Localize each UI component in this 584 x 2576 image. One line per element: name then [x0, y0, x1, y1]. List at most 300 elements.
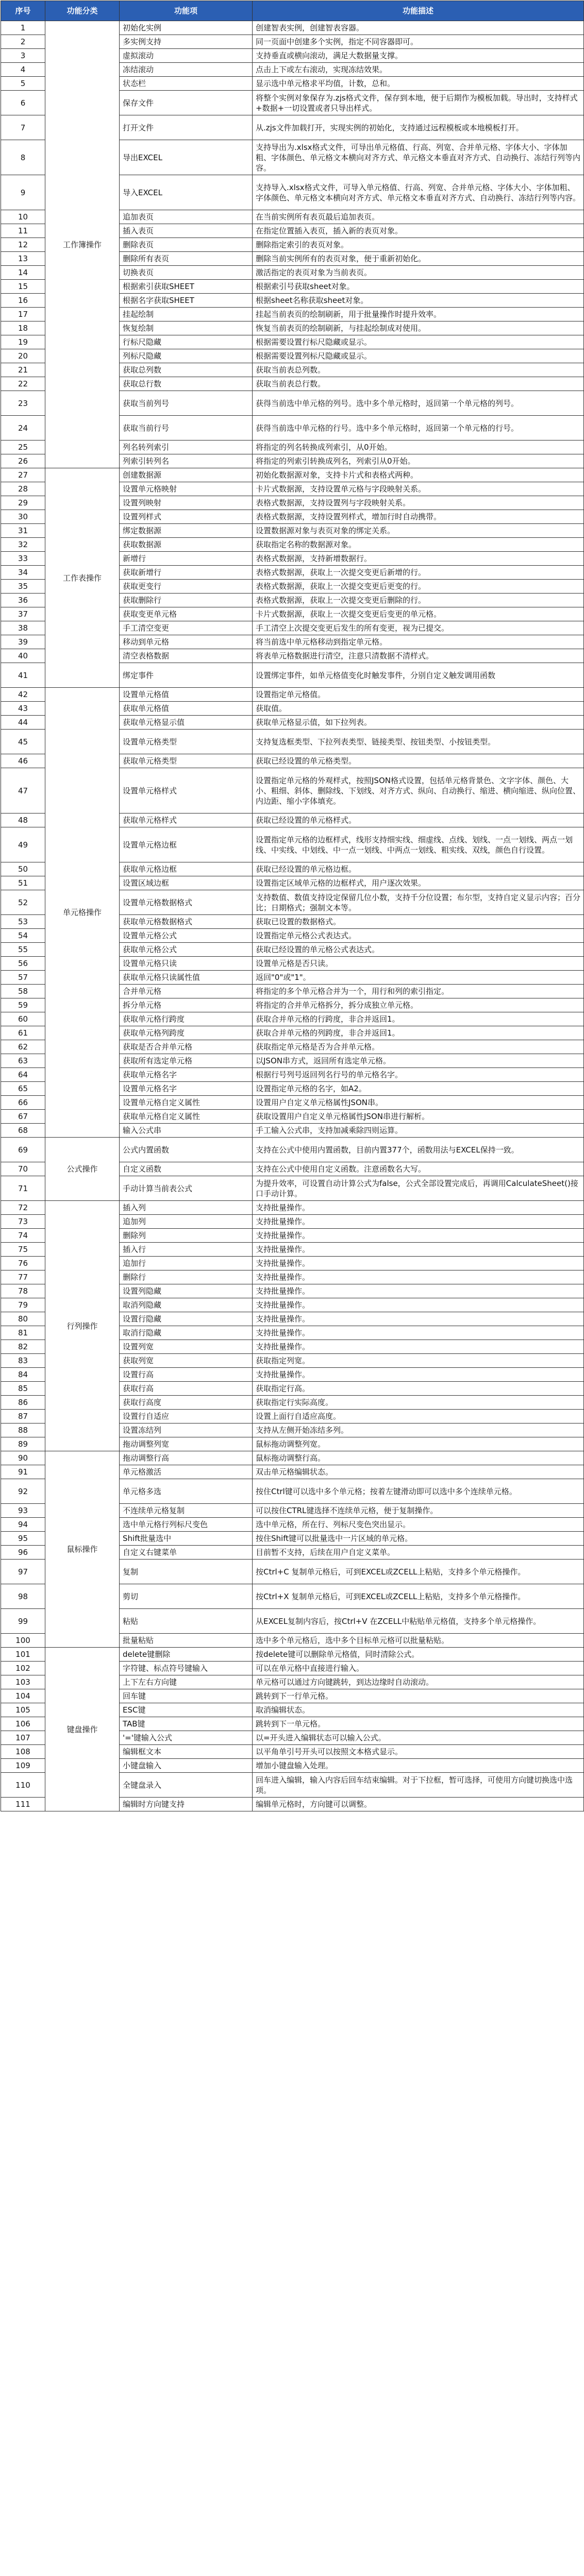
function-desc-cell: 表格式数据源，获取上一次提交变更后删除的行。	[253, 594, 584, 607]
function-item-cell: 绑定数据源	[120, 524, 253, 538]
function-desc-cell: 将表单元格数据进行清空，注意只清数据不清样式。	[253, 649, 584, 663]
row-number: 64	[1, 1068, 45, 1082]
function-desc-cell: 支持在公式中使用自定义函数。注意函数名大写。	[253, 1162, 584, 1176]
function-desc-cell: 按Ctrl+C 复制单元格后，可到EXCEL或ZCELL上粘贴，支持多个单元格操作。	[253, 1560, 584, 1584]
function-desc-cell: 支持在公式中使用内置函数，目前内置377个，函数用法与EXCEL保持一致。	[253, 1138, 584, 1162]
function-desc-cell: 设置指定单元格的外观样式，按照JSON格式设置，包括单元格背景色、文字字体、颜色、大小、粗细、斜体、删除线、下划线、对齐方式、纵向、自动换行、缩进、横向缩进、纵向位置、内边距、缩小字体填充。	[253, 768, 584, 814]
function-item-cell: 追加列	[120, 1215, 253, 1229]
row-number: 70	[1, 1162, 45, 1176]
row-number: 81	[1, 1326, 45, 1340]
function-desc-cell: 获取已经设置的单元格样式。	[253, 814, 584, 827]
table-row	[1, 1138, 584, 1162]
function-item-cell: 不连续单元格复制	[120, 1504, 253, 1518]
function-desc-cell: 获得当前选中单元格的列号。选中多个单元格时，返回第一个单元格的列号。	[253, 391, 584, 416]
function-item-cell: 追加行	[120, 1257, 253, 1270]
function-desc-cell: 取消编辑状态。	[253, 1703, 584, 1717]
row-number: 48	[1, 814, 45, 827]
function-item-cell: 小键盘输入	[120, 1759, 253, 1773]
row-number: 39	[1, 635, 45, 649]
function-item-cell: 回车键	[120, 1689, 253, 1703]
function-item-cell: 获取单元格列跨度	[120, 1026, 253, 1040]
function-desc-cell: 设置指定单元格公式表达式。	[253, 929, 584, 943]
function-desc-cell: 双击单元格编辑状态。	[253, 1465, 584, 1479]
row-number: 30	[1, 510, 45, 524]
spec-table	[1, 1, 584, 1811]
row-number: 80	[1, 1312, 45, 1326]
function-item-cell: 复制	[120, 1560, 253, 1584]
function-desc-cell: 选中多个单元格后，选中多个目标单元格可以批量粘贴。	[253, 1634, 584, 1648]
function-desc-cell: 按delete键可以删除单元格值，同时清除公式。	[253, 1648, 584, 1662]
function-desc-cell: 卡片式数据源，支持设置单元格与字段映射关系。	[253, 482, 584, 496]
function-desc-cell: 创建智表实例，创建智表容器。	[253, 21, 584, 35]
function-desc-cell: 获取合并单元格的行跨度，非合并返回1。	[253, 1012, 584, 1026]
row-number: 68	[1, 1124, 45, 1138]
row-number: 36	[1, 594, 45, 607]
function-item-cell: 设置单元格样式	[120, 768, 253, 814]
row-number: 82	[1, 1340, 45, 1354]
function-item-cell: 获取单元格数据格式	[120, 915, 253, 929]
function-desc-cell: 设置上面行自适应高度。	[253, 1410, 584, 1423]
row-number: 111	[1, 1798, 45, 1811]
function-item-cell: 获取当前行号	[120, 416, 253, 440]
row-number: 40	[1, 649, 45, 663]
function-desc-cell: 获取合并单元格的列跨度，非合并返回1。	[253, 1026, 584, 1040]
row-number: 50	[1, 862, 45, 876]
function-desc-cell: 可以按住CTRL键选择不连续单元格，便于复制操作。	[253, 1504, 584, 1518]
row-number: 3	[1, 49, 45, 63]
function-item-cell: 获取单元格公式	[120, 943, 253, 957]
function-desc-cell: 获取已设置的数据格式。	[253, 915, 584, 929]
row-number: 34	[1, 566, 45, 580]
function-item-cell: TAB键	[120, 1717, 253, 1731]
header-no: 序号	[1, 1, 45, 21]
function-desc-cell: 支持垂直或横向滚动，满足大数据量支撑。	[253, 49, 584, 63]
function-desc-cell: 将指定的多个单元格合并为一个，用行和列的索引指定。	[253, 985, 584, 998]
row-number: 86	[1, 1396, 45, 1410]
function-desc-cell: 设置单元格是否只读。	[253, 957, 584, 971]
function-desc-cell: 根据行号列号返回列名行号的单元格名字。	[253, 1068, 584, 1082]
table-row	[1, 1648, 584, 1662]
row-number: 33	[1, 552, 45, 566]
function-desc-cell: 鼠标拖动调整列宽。	[253, 1437, 584, 1451]
function-desc-cell: 支持批量操作。	[253, 1270, 584, 1284]
row-number: 19	[1, 335, 45, 349]
function-desc-cell: 将当前选中单元格移动到指定单元格。	[253, 635, 584, 649]
row-number: 83	[1, 1354, 45, 1368]
function-desc-cell: 获取值。	[253, 702, 584, 716]
function-item-cell: 设置列样式	[120, 510, 253, 524]
function-desc-cell: 获取设置用户自定义单元格属性JSON串进行解析。	[253, 1110, 584, 1124]
row-number: 102	[1, 1662, 45, 1675]
row-number: 51	[1, 876, 45, 890]
category-cell: 公式操作	[45, 1138, 120, 1201]
function-item-cell: 手动计算当前表公式	[120, 1176, 253, 1201]
row-number: 97	[1, 1560, 45, 1584]
row-number: 44	[1, 716, 45, 730]
function-item-cell: 行标尺隐藏	[120, 335, 253, 349]
function-item-cell: 绑定事件	[120, 663, 253, 688]
function-desc-cell: 增加小键盘输入处理。	[253, 1759, 584, 1773]
function-desc-cell: 点击上下或左右滚动，实现冻结效果。	[253, 63, 584, 77]
function-desc-cell: 表格式数据源，支持新增数据行。	[253, 552, 584, 566]
row-number: 73	[1, 1215, 45, 1229]
function-desc-cell: 支持导入.xlsx格式文件，可导入单元格值、行高、列宽、合并单元格、字体大小、字体加粗、字体颜色、单元格文本横向对齐方式、单元格文本垂直对齐方式、自动换行、冻结行列等内容。	[253, 175, 584, 210]
row-number: 11	[1, 224, 45, 238]
function-item-cell: 手工清空变更	[120, 621, 253, 635]
row-number: 55	[1, 943, 45, 957]
function-item-cell: 单元格多选	[120, 1479, 253, 1504]
function-item-cell: 设置区域边框	[120, 876, 253, 890]
function-item-cell: 设置单元格名字	[120, 1082, 253, 1096]
row-number: 1	[1, 21, 45, 35]
function-desc-cell: 根据需要设置列标尺隐藏或显示。	[253, 349, 584, 363]
row-number: 100	[1, 1634, 45, 1648]
function-desc-cell: 支持数值、数值支持设定保留几位小数，支持千分位设置；布尔型，支持自定义显示内容；百分比；日期格式；强制文本等。	[253, 890, 584, 915]
function-desc-cell: 挂起当前表页的绘制刷新，用于批量操作时提升效率。	[253, 308, 584, 321]
function-item-cell: ESC键	[120, 1703, 253, 1717]
row-number: 9	[1, 175, 45, 210]
row-number: 101	[1, 1648, 45, 1662]
function-desc-cell: 手工清空上次提交变更后发生的所有变更，视为已提交。	[253, 621, 584, 635]
row-number: 52	[1, 890, 45, 915]
function-desc-cell: 激活指定的表页对象为当前表页。	[253, 266, 584, 280]
row-number: 56	[1, 957, 45, 971]
function-desc-cell: 显示选中单元格求平均值，计数，总和。	[253, 77, 584, 91]
function-item-cell: 虚拟滚动	[120, 49, 253, 63]
function-item-cell: Shift批量选中	[120, 1532, 253, 1546]
function-item-cell: 列索引转列名	[120, 454, 253, 468]
row-number: 54	[1, 929, 45, 943]
function-desc-cell: 跳转到下一单元格。	[253, 1717, 584, 1731]
row-number: 84	[1, 1368, 45, 1382]
header-row	[1, 1, 584, 21]
row-number: 4	[1, 63, 45, 77]
function-desc-cell: 设置指定区域单元格的边框样式，用户逐次效果。	[253, 876, 584, 890]
function-desc-cell: 表格式数据源，支持设置列与字段映射关系。	[253, 496, 584, 510]
row-number: 109	[1, 1759, 45, 1773]
function-item-cell: 设置单元格数据格式	[120, 890, 253, 915]
function-item-cell: 获取是否合并单元格	[120, 1040, 253, 1054]
function-item-cell: 导入EXCEL	[120, 175, 253, 210]
row-number: 92	[1, 1479, 45, 1504]
function-item-cell: 拆分单元格	[120, 998, 253, 1012]
row-number: 6	[1, 91, 45, 115]
row-number: 94	[1, 1518, 45, 1532]
function-item-cell: 保存文件	[120, 91, 253, 115]
row-number: 37	[1, 607, 45, 621]
function-item-cell: 创建数据源	[120, 468, 253, 482]
function-item-cell: 获取行高度	[120, 1396, 253, 1410]
category-cell: 行列操作	[45, 1201, 120, 1451]
function-item-cell: 多实例支持	[120, 35, 253, 49]
row-number: 29	[1, 496, 45, 510]
function-desc-cell: 支持批量操作。	[253, 1312, 584, 1326]
function-desc-cell: 获取指定名称的数据源对象。	[253, 538, 584, 552]
function-item-cell: 追加表页	[120, 210, 253, 224]
function-desc-cell: 设置数据源对象与表页对象的绑定关系。	[253, 524, 584, 538]
row-number: 49	[1, 827, 45, 862]
function-item-cell: 冻结滚动	[120, 63, 253, 77]
function-desc-cell: 将指定的合并单元格拆分，拆分成独立单元格。	[253, 998, 584, 1012]
function-desc-cell: 支持批量操作。	[253, 1257, 584, 1270]
function-desc-cell: 获取指定行实际高度。	[253, 1396, 584, 1410]
function-item-cell: 剪切	[120, 1584, 253, 1609]
function-desc-cell: 获取单元格显示值，如下拉列表。	[253, 716, 584, 730]
function-item-cell: 批量粘贴	[120, 1634, 253, 1648]
row-number: 104	[1, 1689, 45, 1703]
function-item-cell: 公式内置函数	[120, 1138, 253, 1162]
function-desc-cell: 为提升效率，可设置自动计算公式为false，公式全部设置完成后，再调用CalculateSheet()接口手动计算。	[253, 1176, 584, 1201]
function-item-cell: 拖动调整行高	[120, 1451, 253, 1465]
function-item-cell: 设置列映射	[120, 496, 253, 510]
row-number: 87	[1, 1410, 45, 1423]
function-desc-cell: 目前暂不支持，后续在用户自定义菜单。	[253, 1546, 584, 1560]
row-number: 27	[1, 468, 45, 482]
row-number: 41	[1, 663, 45, 688]
function-desc-cell: 支持批量操作。	[253, 1243, 584, 1257]
function-item-cell: 插入表页	[120, 224, 253, 238]
row-number: 35	[1, 580, 45, 594]
row-number: 91	[1, 1465, 45, 1479]
function-item-cell: 设置列隐藏	[120, 1284, 253, 1298]
function-item-cell: 设置单元格公式	[120, 929, 253, 943]
function-item-cell: 自定义函数	[120, 1162, 253, 1176]
function-desc-cell: 同一页面中创建多个实例，指定不同容器即可。	[253, 35, 584, 49]
function-desc-cell: 按Ctrl+X 复制单元格后，可到EXCEL或ZCELL上粘贴，支持多个单元格操作。	[253, 1584, 584, 1609]
row-number: 10	[1, 210, 45, 224]
function-desc-cell: 卡片式数据源，获取上一次提交变更后变更的单元格。	[253, 607, 584, 621]
function-item-cell: 插入行	[120, 1243, 253, 1257]
function-item-cell: 获取单元格值	[120, 702, 253, 716]
row-number: 69	[1, 1138, 45, 1162]
function-desc-cell: 设置绑定事件，如单元格值变化时触发事件，分别自定义触发调用函数	[253, 663, 584, 688]
function-item-cell: 设置单元格边框	[120, 827, 253, 862]
function-desc-cell: 设置用户自定义单元格属性JSON串。	[253, 1096, 584, 1110]
function-item-cell: 删除表页	[120, 238, 253, 252]
function-item-cell: 获取数据源	[120, 538, 253, 552]
table-row	[1, 688, 584, 702]
function-item-cell: 切换表页	[120, 266, 253, 280]
function-item-cell: 设置单元格值	[120, 688, 253, 702]
row-number: 79	[1, 1298, 45, 1312]
function-item-cell: 单元格激活	[120, 1465, 253, 1479]
row-number: 93	[1, 1504, 45, 1518]
table-row	[1, 21, 584, 35]
function-item-cell: 自定义右键菜单	[120, 1546, 253, 1560]
row-number: 53	[1, 915, 45, 929]
category-cell: 鼠标操作	[45, 1451, 120, 1648]
function-desc-cell: 在指定位置插入表页，插入新的表页对象。	[253, 224, 584, 238]
row-number: 57	[1, 971, 45, 985]
row-number: 38	[1, 621, 45, 635]
function-item-cell: delete键删除	[120, 1648, 253, 1662]
function-item-cell: 插入列	[120, 1201, 253, 1215]
table-row	[1, 468, 584, 482]
function-desc-cell: 支持复选框类型、下拉列表类型、链接类型、按钮类型、小按钮类型。	[253, 730, 584, 754]
function-desc-cell: 删除指定索引的表页对象。	[253, 238, 584, 252]
function-desc-cell: 支持批量操作。	[253, 1326, 584, 1340]
function-item-cell: 设置行高	[120, 1368, 253, 1382]
row-number: 67	[1, 1110, 45, 1124]
function-desc-cell: 按住Ctrl键可以选中多个单元格；按着左键滑动即可以选中多个连续单元格。	[253, 1479, 584, 1504]
row-number: 96	[1, 1546, 45, 1560]
function-item-cell: 取消列隐藏	[120, 1298, 253, 1312]
row-number: 43	[1, 702, 45, 716]
row-number: 47	[1, 768, 45, 814]
function-desc-cell: 初始化数据源对象，支持卡片式和表格式两种。	[253, 468, 584, 482]
row-number: 75	[1, 1243, 45, 1257]
function-item-cell: 输入公式串	[120, 1124, 253, 1138]
row-number: 7	[1, 115, 45, 140]
row-number: 8	[1, 140, 45, 175]
function-item-cell: 列名转列索引	[120, 440, 253, 454]
function-desc-cell: 获取已经设置的单元格公式表达式。	[253, 943, 584, 957]
table-row	[1, 1201, 584, 1215]
row-number: 31	[1, 524, 45, 538]
function-item-cell: 根据索引获取SHEET	[120, 280, 253, 294]
function-item-cell: 获取总列数	[120, 363, 253, 377]
function-desc-cell: 根据索引号获取sheet对象。	[253, 280, 584, 294]
function-item-cell: 获取单元格自定义属性	[120, 1110, 253, 1124]
row-number: 89	[1, 1437, 45, 1451]
function-desc-cell: 手工输入公式串，支持加减乘除四则运算。	[253, 1124, 584, 1138]
row-number: 28	[1, 482, 45, 496]
function-item-cell: 编辑框文本	[120, 1745, 253, 1759]
row-number: 78	[1, 1284, 45, 1298]
function-desc-cell: 在当前实例所有表页最后追加表页。	[253, 210, 584, 224]
row-number: 13	[1, 252, 45, 266]
function-item-cell: 获取更变行	[120, 580, 253, 594]
row-number: 66	[1, 1096, 45, 1110]
row-number: 95	[1, 1532, 45, 1546]
function-desc-cell: 删除当前实例所有的表页对象，便于重新初始化。	[253, 252, 584, 266]
row-number: 17	[1, 308, 45, 321]
function-item-cell: 设置行隐藏	[120, 1312, 253, 1326]
function-item-cell: 获取所有选定单元格	[120, 1054, 253, 1068]
row-number: 21	[1, 363, 45, 377]
function-item-cell: 拖动调整列宽	[120, 1437, 253, 1451]
category-cell: 单元格操作	[45, 688, 120, 1138]
function-item-cell: 获取当前列号	[120, 391, 253, 416]
header-item: 功能项	[120, 1, 253, 21]
function-desc-cell: 根据需要设置行标尺隐藏或显示。	[253, 335, 584, 349]
function-item-cell: 编辑时方向键支持	[120, 1798, 253, 1811]
row-number: 110	[1, 1773, 45, 1798]
function-desc-cell: 以=开头进入编辑状态可以输入公式。	[253, 1731, 584, 1745]
row-number: 65	[1, 1082, 45, 1096]
function-desc-cell: 表格式数据源，获取上一次提交变更后新增的行。	[253, 566, 584, 580]
function-item-cell: 删除所有表页	[120, 252, 253, 266]
function-item-cell: 挂起绘制	[120, 308, 253, 321]
function-desc-cell: 支持批量操作。	[253, 1298, 584, 1312]
function-desc-cell: 设置指定单元格值。	[253, 688, 584, 702]
function-desc-cell: 可以在单元格中直接进行输入。	[253, 1662, 584, 1675]
function-desc-cell: 从EXCEL复制内容后，按Ctrl+V 在ZCELL中粘贴单元格值，支持多个单元格操作。	[253, 1609, 584, 1634]
row-number: 23	[1, 391, 45, 416]
function-desc-cell: 支持从左侧开始冻结多列。	[253, 1423, 584, 1437]
function-desc-cell: 支持批量操作。	[253, 1215, 584, 1229]
row-number: 46	[1, 754, 45, 768]
function-desc-cell: 获取已经设置的单元格边框。	[253, 862, 584, 876]
row-number: 71	[1, 1176, 45, 1201]
function-desc-cell: 获得当前选中单元格的行号。选中多个单元格时，返回第一个单元格的行号。	[253, 416, 584, 440]
row-number: 63	[1, 1054, 45, 1068]
function-desc-cell: 获取指定单元格是否为合并单元格。	[253, 1040, 584, 1054]
function-desc-cell: 鼠标拖动调整行高。	[253, 1451, 584, 1465]
function-item-cell: 获取新增行	[120, 566, 253, 580]
function-item-cell: 删除行	[120, 1270, 253, 1284]
function-desc-cell: 将指定的列索引转换成列名，列索引从0开始。	[253, 454, 584, 468]
function-item-cell: 获取总行数	[120, 377, 253, 391]
function-desc-cell: 以平角单引号开头可以按照文本格式显示。	[253, 1745, 584, 1759]
function-item-cell: 获取单元格显示值	[120, 716, 253, 730]
row-number: 108	[1, 1745, 45, 1759]
function-item-cell: 恢复绘制	[120, 321, 253, 335]
row-number: 45	[1, 730, 45, 754]
row-number: 12	[1, 238, 45, 252]
function-item-cell: 获取单元格行跨度	[120, 1012, 253, 1026]
function-desc-cell: 获取指定列宽。	[253, 1354, 584, 1368]
function-item-cell: 新增行	[120, 552, 253, 566]
function-item-cell: 打开文件	[120, 115, 253, 140]
category-cell: 工作表操作	[45, 468, 120, 688]
row-number: 76	[1, 1257, 45, 1270]
row-number: 61	[1, 1026, 45, 1040]
row-number: 62	[1, 1040, 45, 1054]
row-number: 90	[1, 1451, 45, 1465]
category-cell: 工作簿操作	[45, 21, 120, 468]
function-item-cell: 设置单元格只读	[120, 957, 253, 971]
function-item-cell: 获取行高	[120, 1382, 253, 1396]
function-desc-cell: 编辑单元格时，方向键可以调整。	[253, 1798, 584, 1811]
function-item-cell: 粘贴	[120, 1609, 253, 1634]
row-number: 24	[1, 416, 45, 440]
function-desc-cell: 支持批量操作。	[253, 1340, 584, 1354]
function-desc-cell: 跳转到下一行单元格。	[253, 1689, 584, 1703]
row-number: 72	[1, 1201, 45, 1215]
row-number: 26	[1, 454, 45, 468]
row-number: 85	[1, 1382, 45, 1396]
function-desc-cell: 回车进入编辑，输入内容后回车结束编辑。对于下拉框，暂可选择，可使用方向键切换选中选项。	[253, 1773, 584, 1798]
row-number: 59	[1, 998, 45, 1012]
table-body	[1, 21, 584, 1811]
function-item-cell: 初始化实例	[120, 21, 253, 35]
row-number: 105	[1, 1703, 45, 1717]
header-desc: 功能描述	[253, 1, 584, 21]
function-desc-cell: 支持批量操作。	[253, 1229, 584, 1243]
function-item-cell: 获取删除行	[120, 594, 253, 607]
row-number: 107	[1, 1731, 45, 1745]
function-item-cell: 获取单元格名字	[120, 1068, 253, 1082]
function-item-cell: 选中单元格行列标尺变色	[120, 1518, 253, 1532]
function-item-cell: '='键输入公式	[120, 1731, 253, 1745]
function-desc-cell: 设置指定单元格的边框样式，线形支持细实线、细虚线、点线、划线、一点一划线、两点一划线、中实线、中划线、中一点一划线、中两点一划线、粗实线、双线，颜色自行设置。	[253, 827, 584, 862]
row-number: 58	[1, 985, 45, 998]
function-desc-cell: 以JSON串方式，返回所有选定单元格。	[253, 1054, 584, 1068]
row-number: 60	[1, 1012, 45, 1026]
function-item-cell: 移动到单元格	[120, 635, 253, 649]
row-number: 98	[1, 1584, 45, 1609]
function-desc-cell: 获取当前表总行数。	[253, 377, 584, 391]
row-number: 99	[1, 1609, 45, 1634]
row-number: 14	[1, 266, 45, 280]
function-desc-cell: 支持导出为.xlsx格式文件，可导出单元格值、行高、列宽、合并单元格、字体大小、字体加粗、字体颜色、单元格文本横向对齐方式、单元格文本垂直对齐方式、自动换行、冻结行列等内容。	[253, 140, 584, 175]
function-item-cell: 合并单元格	[120, 985, 253, 998]
function-desc-cell: 获取指定行高。	[253, 1382, 584, 1396]
function-desc-cell: 按住Shift键可以批量选中一片区域的单元格。	[253, 1532, 584, 1546]
row-number: 42	[1, 688, 45, 702]
function-item-cell: 获取单元格边框	[120, 862, 253, 876]
